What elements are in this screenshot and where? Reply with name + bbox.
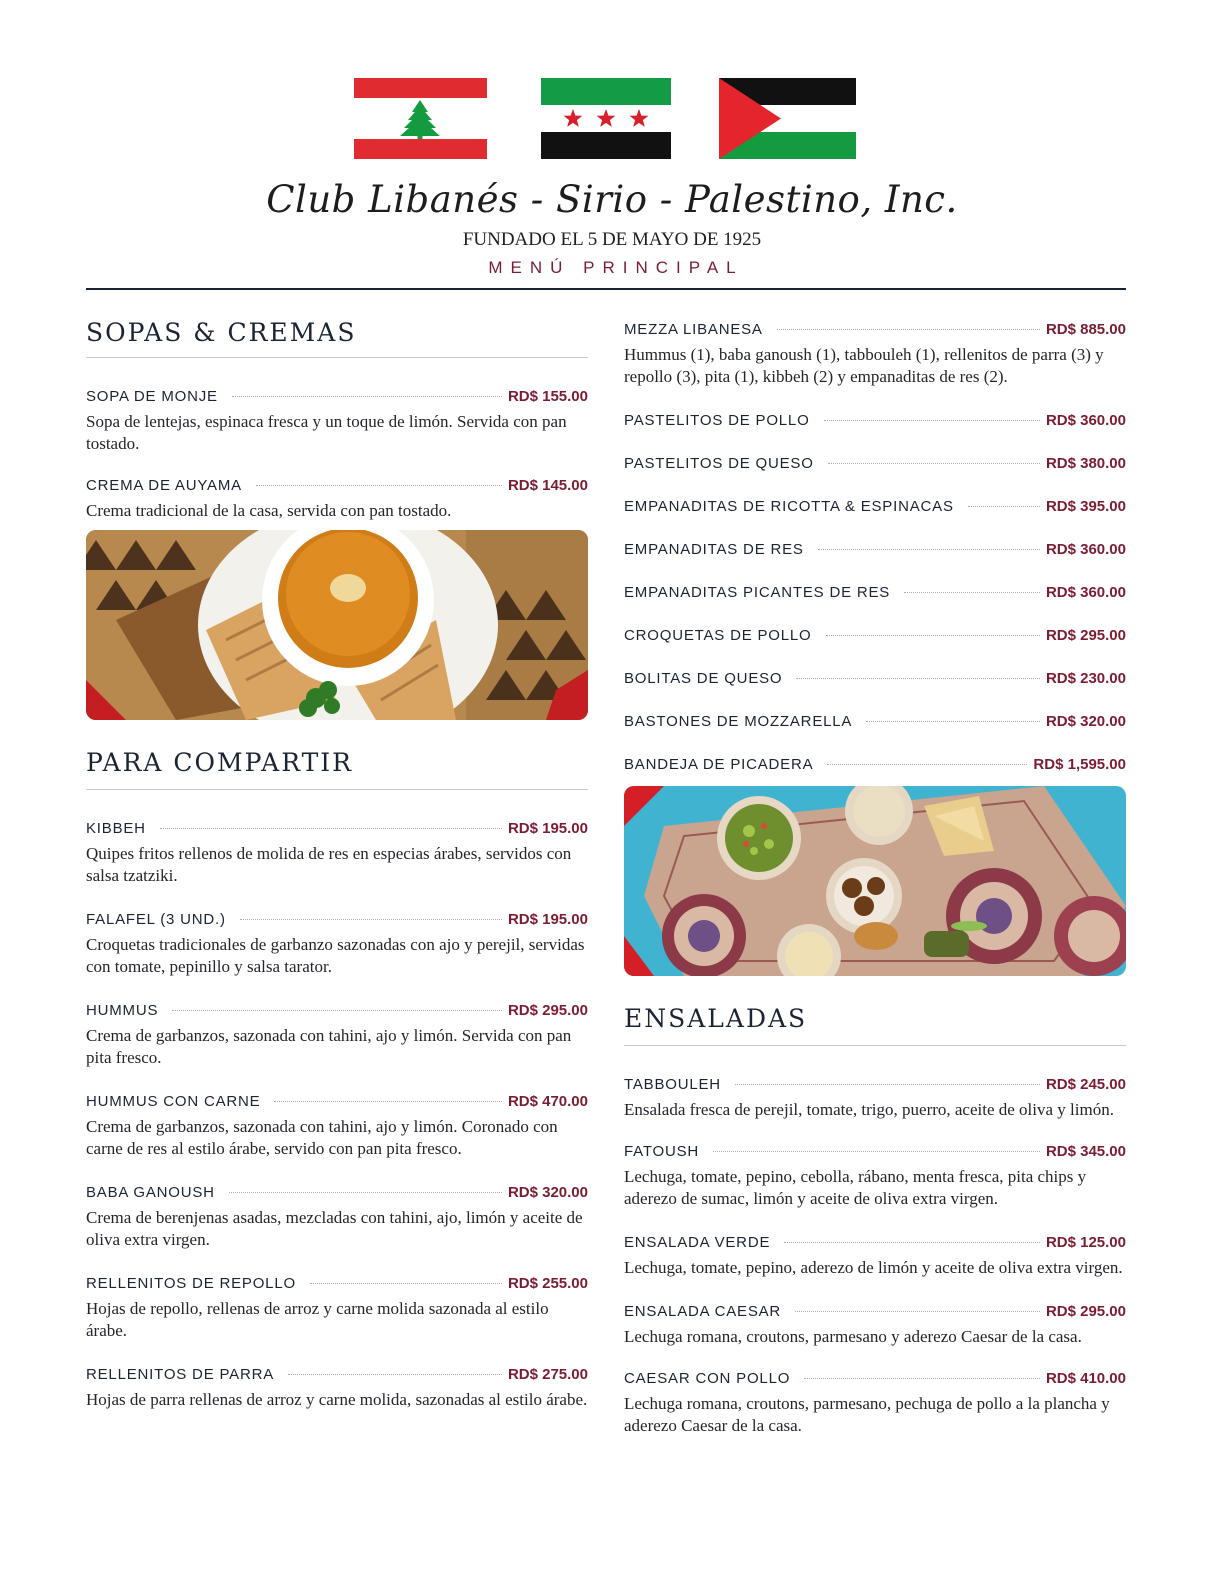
- leader-dots: [796, 678, 1040, 679]
- item-description: Hummus (1), baba ganoush (1), tabbouleh (1), rellenitos de parra (3) y repollo (3), pita (1), kibbeh (2) y empanaditas de res (2).: [624, 345, 1104, 386]
- leader-dots: [735, 1084, 1040, 1085]
- menu-item: [86, 1002, 588, 1069]
- leader-dots: [968, 506, 1040, 507]
- menu-item: [624, 321, 1126, 388]
- palestine-flag: [719, 78, 856, 159]
- item-name: KIBBEH: [86, 820, 146, 837]
- leader-dots: [713, 1151, 1040, 1152]
- item-price: RD$ 230.00: [1045, 670, 1126, 687]
- item-name: EMPANADITAS DE RICOTTA & ESPINACAS: [624, 498, 954, 515]
- item-price: RD$ 885.00: [1045, 321, 1126, 338]
- item-description: Crema tradicional de la casa, servida con pan tostado.: [86, 501, 452, 520]
- item-price: RD$ 320.00: [1045, 713, 1126, 730]
- leader-dots: [310, 1283, 502, 1284]
- item-description: Ensalada fresca de perejil, tomate, trigo, puerro, aceite de oliva y limón.: [624, 1100, 1114, 1119]
- menu-item: [86, 388, 588, 455]
- menu-item: [86, 477, 588, 522]
- leader-dots: [827, 764, 1027, 765]
- leader-dots: [866, 721, 1040, 722]
- item-price: RD$ 320.00: [507, 1184, 588, 1201]
- lebanon-flag: [354, 78, 487, 159]
- section-title-sopas: SOPAS & CREMAS: [86, 318, 588, 358]
- menu-item: [86, 820, 588, 887]
- item-name: BOLITAS DE QUESO: [624, 670, 783, 687]
- item-price: RD$ 195.00: [507, 911, 588, 928]
- soup-photo: [86, 530, 588, 720]
- leader-dots: [256, 485, 502, 486]
- item-price: RD$ 360.00: [1045, 584, 1126, 601]
- left-column: [86, 318, 588, 1411]
- item-name: ENSALADA VERDE: [624, 1234, 771, 1251]
- menu-item: [624, 541, 1126, 563]
- item-name: HUMMUS CON CARNE: [86, 1093, 261, 1110]
- item-name: BABA GANOUSH: [86, 1184, 215, 1201]
- menu-item: [624, 756, 1126, 778]
- item-name: PASTELITOS DE POLLO: [624, 412, 810, 429]
- menu-item: [86, 1366, 588, 1411]
- leader-dots: [824, 420, 1040, 421]
- right-column: [624, 318, 1126, 1437]
- section-title-ensaladas: ENSALADAS: [624, 1004, 1126, 1046]
- item-description: Crema de garbanzos, sazonada con tahini, ajo y limón. Servida con pan pita fresco.: [86, 1026, 572, 1067]
- item-price: RD$ 360.00: [1045, 412, 1126, 429]
- menu-item: [624, 498, 1126, 520]
- item-price: RD$ 155.00: [507, 388, 588, 405]
- item-name: CREMA DE AUYAMA: [86, 477, 242, 494]
- item-description: Crema de berenjenas asadas, mezcladas con tahini, ajo, limón y aceite de oliva extra virgen.: [86, 1208, 583, 1249]
- leader-dots: [160, 828, 502, 829]
- item-price: RD$ 360.00: [1045, 541, 1126, 558]
- item-price: RD$ 410.00: [1045, 1370, 1126, 1387]
- item-description: Quipes fritos rellenos de molida de res en especias árabes, servidos con salsa tzatziki.: [86, 844, 572, 885]
- menu-item: [624, 670, 1126, 692]
- item-price: RD$ 145.00: [507, 477, 588, 494]
- item-price: RD$ 125.00: [1045, 1234, 1126, 1251]
- item-name: MEZZA LIBANESA: [624, 321, 763, 338]
- item-name: PASTELITOS DE QUESO: [624, 455, 814, 472]
- item-name: ENSALADA CAESAR: [624, 1303, 782, 1320]
- item-name: SOPA DE MONJE: [86, 388, 218, 405]
- leader-dots: [904, 592, 1040, 593]
- flags-row: [0, 78, 1224, 160]
- item-price: RD$ 295.00: [1045, 627, 1126, 644]
- menu-item: [624, 1303, 1126, 1348]
- item-name: BANDEJA DE PICADERA: [624, 756, 814, 773]
- leader-dots: [828, 463, 1040, 464]
- leader-dots: [232, 396, 502, 397]
- item-description: Lechuga, tomate, pepino, aderezo de limón y aceite de oliva extra virgen.: [624, 1258, 1123, 1277]
- item-price: RD$ 295.00: [507, 1002, 588, 1019]
- item-price: RD$ 275.00: [507, 1366, 588, 1383]
- founded-date: FUNDADO EL 5 DE MAYO DE 1925: [462, 229, 762, 250]
- leader-dots: [804, 1378, 1040, 1379]
- item-description: Sopa de lentejas, espinaca fresca y un toque de limón. Servida con pan tostado.: [86, 412, 567, 453]
- menu-title: MENÚ PRINCIPAL: [488, 258, 744, 277]
- item-name: BASTONES DE MOZZARELLA: [624, 713, 853, 730]
- item-name: FATOUSH: [624, 1143, 700, 1160]
- leader-dots: [172, 1010, 502, 1011]
- mezza-photo: [624, 786, 1126, 976]
- item-description: Hojas de parra rellenas de arroz y carne molida, sazonadas al estilo árabe.: [86, 1390, 588, 1409]
- item-name: CROQUETAS DE POLLO: [624, 627, 812, 644]
- item-price: RD$ 395.00: [1045, 498, 1126, 515]
- item-description: Crema de garbanzos, sazonada con tahini, ajo y limón. Coronado con carne de res al estilo árabe, servido con pan pita fresco.: [86, 1117, 558, 1158]
- item-name: FALAFEL (3 UND.): [86, 911, 226, 928]
- leader-dots: [826, 635, 1040, 636]
- item-price: RD$ 1,595.00: [1033, 756, 1126, 773]
- item-name: RELLENITOS DE REPOLLO: [86, 1275, 296, 1292]
- item-name: HUMMUS: [86, 1002, 159, 1019]
- header-divider: [86, 288, 1126, 290]
- item-price: RD$ 195.00: [507, 820, 588, 837]
- leader-dots: [229, 1192, 502, 1193]
- item-name: CAESAR CON POLLO: [624, 1370, 791, 1387]
- menu-item: [624, 1076, 1126, 1121]
- item-price: RD$ 345.00: [1045, 1143, 1126, 1160]
- item-price: RD$ 245.00: [1045, 1076, 1126, 1093]
- item-description: Lechuga, tomate, pepino, cebolla, rábano, menta fresca, pita chips y aderezo de sumac, limón y aceite de oliva extra virgen.: [624, 1167, 1087, 1208]
- item-description: Lechuga romana, croutons, parmesano, pechuga de pollo a la plancha y aderezo Caesar de la casa.: [624, 1394, 1110, 1435]
- menu-item: [86, 1093, 588, 1160]
- item-description: Lechuga romana, croutons, parmesano y aderezo Caesar de la casa.: [624, 1327, 1082, 1346]
- item-name: EMPANADITAS DE RES: [624, 541, 804, 558]
- menu-item: [624, 1370, 1126, 1437]
- menu-item: [624, 627, 1126, 649]
- leader-dots: [274, 1101, 501, 1102]
- menu-item: [624, 455, 1126, 477]
- section-title-compartir: PARA COMPARTIR: [86, 748, 588, 790]
- club-name: Club Libanés - Sirio - Palestino, Inc.: [266, 178, 958, 221]
- item-price: RD$ 470.00: [507, 1093, 588, 1110]
- item-name: TABBOULEH: [624, 1076, 721, 1093]
- menu-item: [624, 1143, 1126, 1210]
- item-description: Croquetas tradicionales de garbanzo sazonadas con ajo y perejil, servidas con tomate, pepinillo y salsa tarator.: [86, 935, 585, 976]
- menu-item: [624, 713, 1126, 735]
- syria-flag: [541, 78, 671, 159]
- menu-item: [86, 1275, 588, 1342]
- menu-item: [624, 1234, 1126, 1279]
- leader-dots: [784, 1242, 1040, 1243]
- menu-item: [624, 412, 1126, 434]
- leader-dots: [795, 1311, 1040, 1312]
- item-description: Hojas de repollo, rellenas de arroz y carne molida sazonada al estilo árabe.: [86, 1299, 549, 1340]
- item-name: RELLENITOS DE PARRA: [86, 1366, 275, 1383]
- menu-item: [86, 1184, 588, 1251]
- leader-dots: [777, 329, 1040, 330]
- leader-dots: [240, 919, 502, 920]
- item-name: EMPANADITAS PICANTES DE RES: [624, 584, 891, 601]
- item-price: RD$ 255.00: [507, 1275, 588, 1292]
- item-price: RD$ 295.00: [1045, 1303, 1126, 1320]
- menu-item: [624, 584, 1126, 606]
- item-price: RD$ 380.00: [1045, 455, 1126, 472]
- leader-dots: [818, 549, 1040, 550]
- menu-item: [86, 911, 588, 978]
- leader-dots: [288, 1374, 502, 1375]
